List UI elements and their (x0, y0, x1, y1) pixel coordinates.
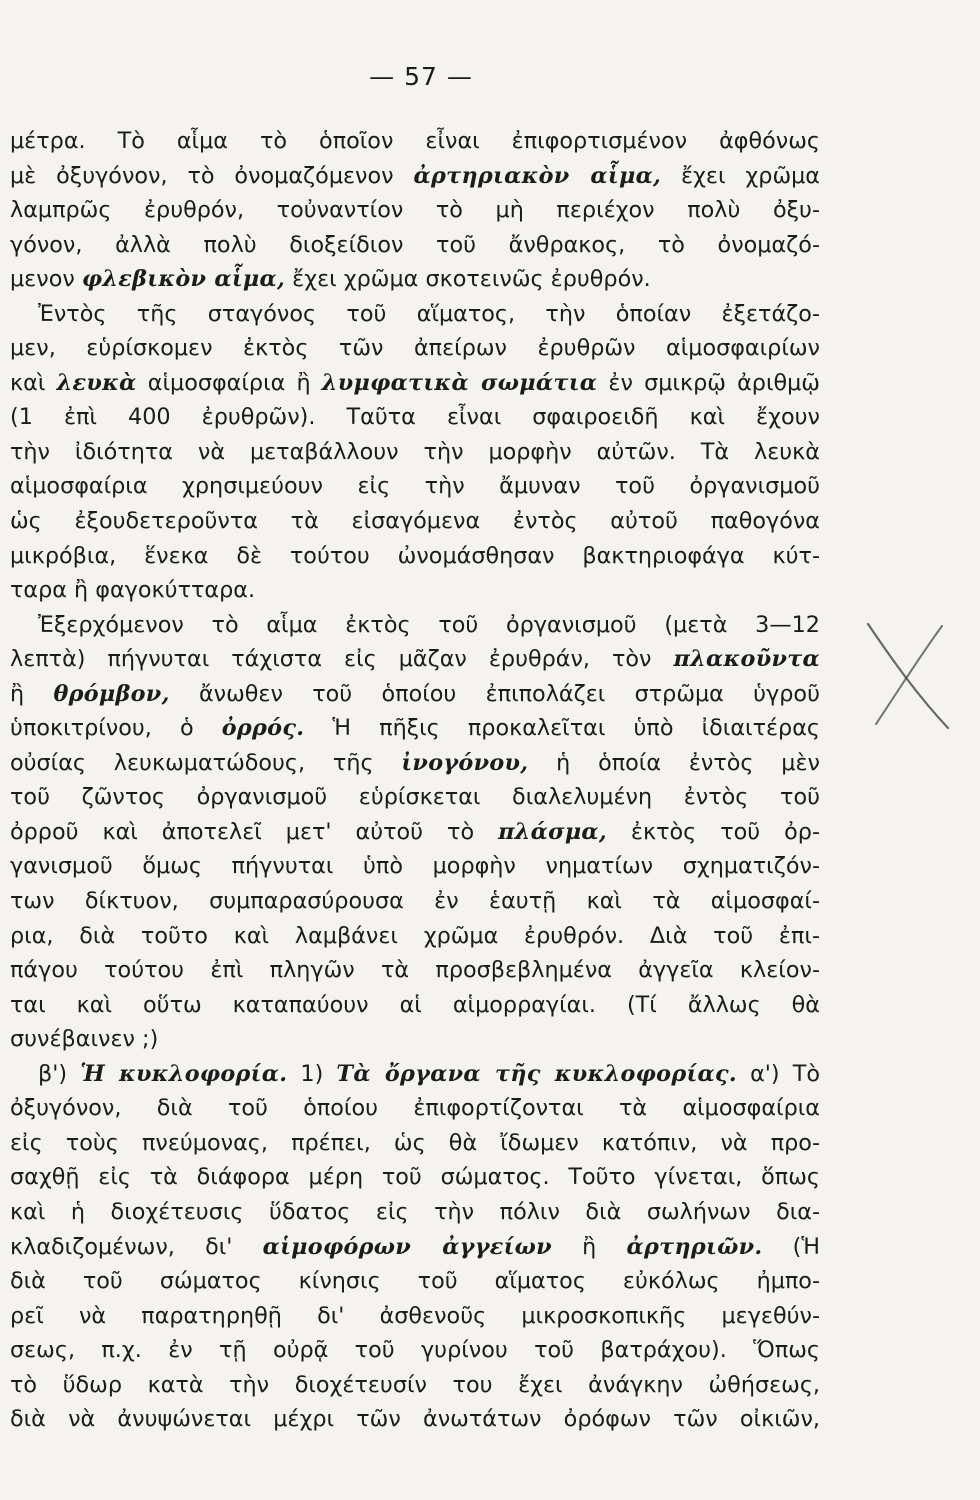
text-run: τὴν ἰδιότητα νὰ μεταβάλλουν τὴν μορφὴν αὐτῶν. Τὰ λευκὰ (10, 438, 820, 465)
text-line (10, 262, 820, 297)
text-run: λεπτὰ) πήγνυται τάχιστα εἰς μᾶζαν ἐρυθράν, τὸν (10, 646, 674, 673)
text-run: Ἐξερχόμενον τὸ αἷμα ἐκτὸς τοῦ ὀργανισμοῦ (μετὰ 3—12 (38, 611, 820, 638)
text-run: ἢ (10, 680, 54, 707)
text-line (10, 1230, 820, 1265)
text-line (10, 435, 820, 470)
emphasized-term: πλακοῦντα (673, 646, 820, 673)
text-line (10, 1126, 820, 1161)
emphasized-term: Τὰ ὄργανα τῆς κυκλοφορίας. (336, 1060, 737, 1087)
text-run: ἡ ὁποία ἐντὸς μὲν (528, 749, 820, 776)
text-run: ται καὶ οὕτω καταπαύουν αἱ αἱμορραγίαι. (Τί ἄλλως θὰ (10, 991, 820, 1018)
text-line (10, 1299, 820, 1334)
text-line (10, 400, 820, 435)
text-run: λαμπρῶς ἐρυθρόν, τοὐναντίον τὸ μὴ περιέχον πολὺ ὀξυ- (10, 197, 820, 224)
text-line (10, 1057, 820, 1092)
text-run: 1) (287, 1060, 337, 1087)
text-line (10, 884, 820, 919)
text-run: τὸ ὕδωρ κατὰ τὴν διοχέτευσίν του ἔχει ἀνάγκην ὠθήσεως, (10, 1371, 820, 1398)
text-run: μενον (10, 266, 82, 293)
text-run: αἱμοσφαίρια χρησιμεύουν εἰς τὴν ἄμυναν τοῦ ὀργανισμοῦ (10, 473, 820, 500)
text-run: καὶ ἡ διοχέτευσις ὕδατος εἰς τὴν πόλιν διὰ σωλήνων δια- (10, 1198, 820, 1225)
text-run: κλαδιζομένων, δι' (10, 1233, 263, 1260)
text-run: των δίκτυον, συμπαρασύρουσα ἐν ἑαυτῇ καὶ τὰ αἱμοσφαί- (10, 888, 820, 915)
text-line (10, 228, 820, 263)
text-run: ὀξυγόνον, διὰ τοῦ ὁποίου ἐπιφορτίζονται τὰ αἱμοσφαίρια (10, 1095, 820, 1122)
text-line (10, 366, 820, 401)
text-line (10, 711, 820, 746)
text-run: διὰ νὰ ἀνυψώνεται μέχρι τῶν ἀνωτάτων ὀρόφων τῶν οἰκιῶν, (10, 1406, 820, 1433)
text-run: ὀρροῦ καὶ ἀποτελεῖ μετ' αὐτοῦ τὸ (10, 818, 499, 845)
emphasized-term: θρόμβον, (53, 680, 170, 707)
text-line (10, 988, 820, 1023)
emphasized-term: λυμφατικὰ σωμάτια (321, 369, 598, 396)
text-line (10, 953, 820, 988)
text-run: μικρόβια, ἕνεκα δὲ τούτου ὠνομάσθησαν βακτηριοφάγα κύτ- (10, 542, 820, 569)
text-run: μέτρα. Τὸ αἷμα τὸ ὁποῖον εἶναι ἐπιφορτισμένον ἀφθόνως (10, 128, 820, 154)
text-line (10, 159, 820, 194)
text-run: ρια, διὰ τοῦτο καὶ λαμβάνει χρῶμα ἐρυθρόν. Διὰ τοῦ ἐπι- (10, 922, 820, 949)
text-run: ἔχει χρῶμα (661, 162, 821, 189)
emphasized-term: Ἡ κυκλοφορία. (80, 1060, 288, 1087)
emphasized-term: ὀρρός. (221, 715, 305, 742)
text-line (10, 1160, 820, 1195)
text-line (10, 504, 820, 539)
text-line (10, 331, 820, 366)
text-run: ἐν σμικρῷ ἀριθμῷ (597, 369, 820, 396)
text-run: διὰ τοῦ σώματος κίνησις τοῦ αἵματος εὐκόλως ἠμπο- (10, 1268, 820, 1295)
text-run: Ἐντὸς τῆς σταγόνος τοῦ αἵματος, τὴν ὁποίαν ἐξετάζο- (38, 300, 820, 327)
text-run: β') (38, 1060, 81, 1087)
text-line (10, 815, 820, 850)
text-line (10, 677, 820, 712)
text-run: α') Τὸ (736, 1060, 820, 1087)
page-number: — 57 — (369, 62, 473, 91)
text-line (10, 642, 820, 677)
text-run: (1 ἐπὶ 400 ἐρυθρῶν). Ταῦτα εἶναι σφαιροειδῆ καὶ ἔχουν (10, 404, 820, 431)
text-run: ἢ (551, 1233, 627, 1260)
text-run: ὡς ἐξουδετεροῦντα τὰ εἰσαγόμενα ἐντὸς αὐτοῦ παθογόνα (10, 508, 820, 535)
text-run: μεν, εὑρίσκομεν ἐκτὸς τῶν ἀπείρων ἐρυθρῶν αἱμοσφαιρίων (10, 335, 820, 362)
text-line (10, 539, 820, 574)
text-run: εἰς τοὺς πνεύμονας, πρέπει, ὡς θὰ ἴδωμεν κατόπιν, νὰ προ- (10, 1129, 820, 1156)
text-run: ὑποκιτρίνου, ὁ (10, 715, 222, 742)
emphasized-term: πλάσμα, (498, 818, 607, 845)
text-run: γόνον, ἀλλὰ πολὺ διοξείδιον τοῦ ἄνθρακος, τὸ ὀνομαζό- (10, 231, 820, 258)
text-run: ρεῖ νὰ παρατηρηθῇ δι' ἀσθενοῦς μικροσκοπικῆς μεγεθύν- (10, 1302, 820, 1329)
text-line (10, 124, 820, 159)
emphasized-term: ἀρτηριῶν. (626, 1233, 763, 1260)
text-run: γανισμοῦ ὅμως πήγνυται ὑπὸ μορφὴν νηματίων σχηματιζόν- (10, 853, 820, 880)
text-run: ἔχει χρῶμα σκοτεινῶς ἐρυθρόν. (285, 266, 651, 293)
text-line (10, 1264, 820, 1299)
text-line (10, 919, 820, 954)
text-run: σεως, π.χ. ἐν τῇ οὐρᾷ τοῦ γυρίνου τοῦ βατράχου). Ὅπως (10, 1337, 820, 1364)
text-run: πάγου τούτου ἐπὶ πληγῶν τὰ προσβεβλημένα ἀγγεῖα κλείον- (10, 957, 820, 984)
text-run: οὐσίας λευκωματώδους, τῆς (10, 749, 402, 776)
text-line (10, 469, 820, 504)
text-run: σαχθῇ εἰς τὰ διάφορα μέρη τοῦ σώματος. Τοῦτο γίνεται, ὅπως (10, 1164, 820, 1191)
emphasized-term: φλεβικὸν αἷμα, (81, 266, 286, 293)
text-line (10, 573, 820, 608)
text-line (10, 1333, 820, 1368)
margin-cross-mark (858, 616, 958, 736)
text-run: ἄνωθεν τοῦ ὁποίου ἐπιπολάζει στρῶμα ὑγροῦ (169, 680, 820, 707)
text-line (10, 193, 820, 228)
text-run: τοῦ ζῶντος ὀργανισμοῦ εὑρίσκεται διαλελυμένη ἐντὸς τοῦ (10, 784, 820, 811)
emphasized-term: αἱμοφόρων ἀγγείων (262, 1233, 552, 1260)
text-line (10, 297, 820, 332)
emphasized-term: ἰνογόνου, (401, 749, 529, 776)
emphasized-term: λευκὰ (56, 369, 137, 396)
text-run: ἐκτὸς τοῦ ὀρ- (606, 818, 820, 845)
text-run: Ἡ πῆξις προκαλεῖται ὑπὸ ἰδιαιτέρας (304, 715, 820, 742)
text-line (10, 1022, 820, 1057)
text-run: αἱμοσφαίρια ἢ (136, 369, 322, 396)
text-line (10, 746, 820, 781)
text-run: συνέβαινεν ;) (10, 1026, 159, 1053)
text-line (10, 1091, 820, 1126)
text-run: (Ἡ (762, 1233, 821, 1260)
text-run: καὶ (10, 369, 57, 396)
text-line (10, 1368, 820, 1403)
text-line (10, 780, 820, 815)
text-line (10, 608, 820, 643)
text-line (10, 1402, 820, 1437)
text-line (10, 1195, 820, 1230)
text-run: μὲ ὀξυγόνον, τὸ ὀνομαζόμενον (10, 162, 414, 189)
body-text (10, 124, 820, 1437)
text-run: ταρα ἢ φαγοκύτταρα. (10, 577, 256, 604)
emphasized-term: ἀρτηριακὸν αἷμα, (413, 162, 662, 189)
text-line (10, 849, 820, 884)
